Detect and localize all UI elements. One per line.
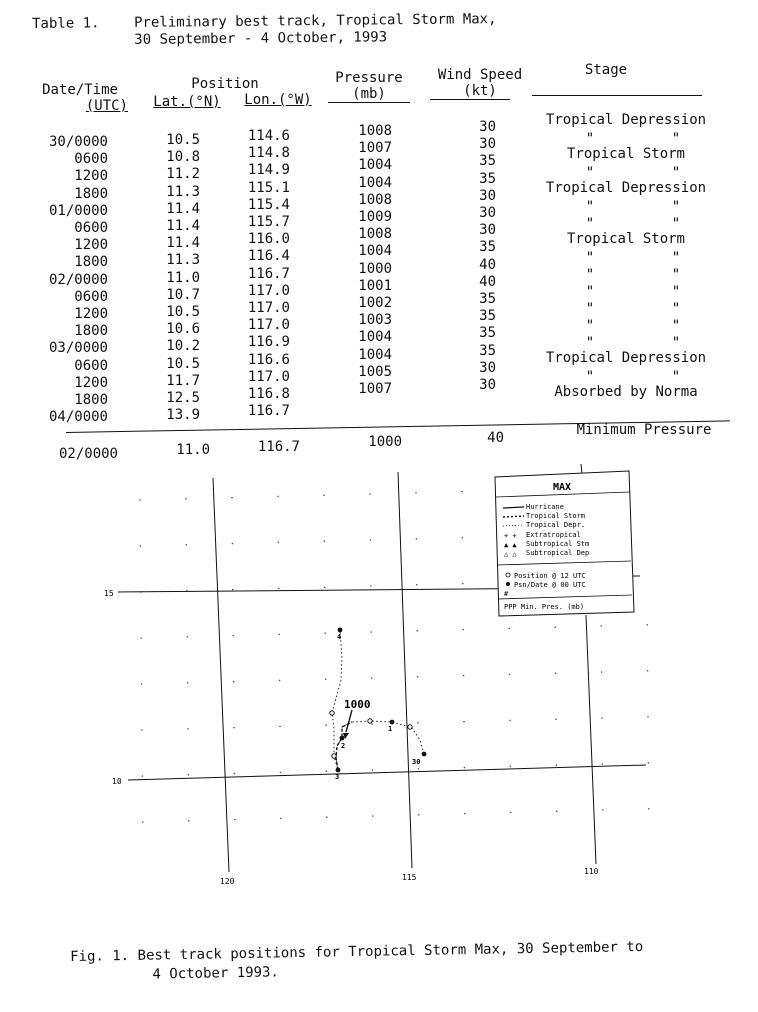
cell-lon: 117.0	[247, 368, 290, 385]
cell-lon: 114.9	[247, 162, 290, 179]
stage-ditto-right: "	[671, 165, 681, 181]
cell-lon: 117.0	[247, 317, 290, 334]
legend-hash: #	[504, 590, 509, 598]
caption-line-1: Fig. 1. Best track positions for Tropical Storm Max, 30 September to	[70, 938, 644, 965]
grid-dot	[372, 769, 374, 771]
cell-dt: 02/0000	[48, 271, 108, 288]
cell-dt: 0600	[74, 288, 108, 305]
grid-dot	[461, 491, 463, 493]
cell-dt: 01/0000	[48, 202, 108, 219]
grid-dot	[326, 770, 328, 772]
grid-dot	[508, 628, 510, 630]
lon-label-115: 115	[402, 873, 417, 882]
cell-lon: 116.6	[247, 351, 290, 368]
cell-wind: 35	[479, 291, 496, 307]
grid-dot	[325, 678, 327, 680]
cell-pres: 1008	[358, 123, 392, 139]
cell-dt: 03/0000	[48, 340, 108, 357]
cell-lat: 11.3	[166, 252, 200, 269]
legend-00utc-marker	[506, 582, 510, 586]
grid-dot	[234, 773, 236, 775]
stage-ditto-left: "	[585, 199, 595, 215]
grid-dot	[416, 584, 418, 586]
position-30-12utc	[408, 725, 412, 729]
cell-dt: 1200	[74, 168, 108, 185]
grid-dot	[601, 717, 603, 719]
cell-pres: 1004	[358, 157, 392, 174]
stage-ditto-left: "	[585, 131, 595, 147]
grid-dot	[233, 681, 235, 683]
stage-ditto-right: "	[671, 250, 681, 266]
date-label-3: 3	[335, 773, 340, 781]
position-04-00utc	[338, 628, 343, 633]
grid-dot	[233, 727, 235, 729]
grid-dot	[185, 498, 187, 500]
header-wind-text: Wind Speed	[437, 67, 523, 83]
minimum-lon: 116.7	[257, 439, 300, 455]
grid-dot	[418, 814, 420, 816]
cell-pres: 1004	[358, 346, 392, 363]
legend-note-minpres: PPP Min. Pres. (mb)	[504, 603, 585, 611]
cell-wind: 35	[479, 239, 496, 256]
position-30-00utc	[422, 752, 427, 757]
cell-lon: 115.4	[247, 196, 290, 213]
grid-dot	[601, 671, 603, 673]
grid-dot	[418, 768, 420, 770]
grid-dot	[462, 629, 464, 631]
min-pressure-arrow	[346, 710, 352, 732]
cell-lon: 117.0	[247, 282, 290, 299]
minimum-lat: 11.0	[176, 442, 210, 458]
cell-lon: 115.7	[247, 214, 290, 230]
grid-dot	[277, 496, 279, 498]
grid-dot	[140, 545, 142, 547]
cell-wind: 30	[479, 377, 496, 393]
stage-ditto-left: "	[585, 165, 595, 181]
stage-ditto-right: "	[671, 318, 681, 334]
cell-pres: 1009	[358, 209, 392, 225]
stage-ditto-right: "	[671, 335, 681, 351]
grid-dot	[554, 626, 556, 628]
minimum-datetime: 02/0000	[58, 446, 118, 462]
lat-label-15: 15	[104, 589, 114, 598]
cell-lat: 11.4	[166, 235, 200, 252]
cell-dt: 04/0000	[48, 409, 108, 426]
grid-dot	[371, 677, 373, 679]
stage-ditto-left: "	[585, 216, 595, 232]
legend-item-storm: Tropical Storm	[526, 512, 586, 520]
legend-mark-extratropical: + +	[504, 532, 517, 540]
grid-dot	[280, 772, 282, 774]
date-label-4: 4	[337, 633, 342, 641]
cell-lat: 10.6	[166, 321, 200, 338]
grid-dot	[232, 589, 234, 591]
lon-line-115	[398, 472, 412, 868]
stage-ditto-left: "	[585, 318, 595, 334]
cell-lon: 117.0	[247, 300, 290, 316]
grid-dot	[556, 810, 558, 812]
grid-dot	[416, 630, 418, 632]
position-01-12utc	[368, 719, 372, 723]
legend-item-depression: Tropical Depr.	[526, 521, 586, 529]
minimum-stage: Minimum Pressure	[576, 422, 712, 438]
grid-dot	[279, 680, 281, 682]
grid-dot	[464, 813, 466, 815]
header-datetime-text: Date/Time	[42, 82, 118, 98]
grid-dot	[278, 634, 280, 636]
cell-pres: 1001	[358, 277, 392, 294]
lon-label-110: 110	[584, 867, 599, 876]
grid-dot	[464, 767, 466, 769]
legend-item-hurricane: Hurricane	[526, 503, 564, 511]
grid-dot	[509, 674, 511, 676]
cell-lat: 10.7	[166, 286, 200, 303]
grid-dot	[326, 816, 328, 818]
legend-item-subtropical-storm: Subtropical Stm	[526, 540, 590, 548]
cell-wind: 35	[479, 325, 496, 342]
cell-dt: 0600	[74, 220, 108, 236]
caption-line-2: 4 October 1993.	[152, 964, 280, 983]
cell-lat: 13.9	[166, 407, 200, 424]
lon-line-120	[213, 478, 229, 872]
cell-lon: 116.7	[247, 265, 290, 282]
cell-lon: 116.0	[247, 231, 290, 248]
cell-pres: 1008	[358, 226, 392, 243]
position-03-12utc	[330, 711, 334, 715]
grid-dot	[278, 588, 280, 590]
grid-dot	[325, 724, 327, 726]
grid-dot	[324, 540, 326, 542]
table-label: Table 1.	[32, 15, 100, 32]
position-02-12utc	[332, 754, 336, 758]
cell-dt: 1800	[74, 185, 108, 202]
date-label-2: 2	[341, 742, 346, 750]
cell-dt: 0600	[74, 151, 108, 168]
cell-wind: 40	[479, 273, 496, 290]
grid-dot	[188, 820, 190, 822]
stage-ditto-right: "	[671, 284, 681, 300]
lat-line-10	[128, 765, 646, 780]
stage-ditto-right: "	[671, 199, 681, 215]
grid-dot	[600, 625, 602, 627]
grid-dot	[417, 676, 419, 678]
cell-dt: 1800	[74, 323, 108, 340]
grid-dot	[556, 764, 558, 766]
stage-label: Tropical Storm	[566, 146, 685, 162]
stage-ditto-left: "	[585, 335, 595, 351]
grid-dot	[324, 586, 326, 588]
grid-dot	[188, 774, 190, 776]
cell-lat: 11.7	[166, 372, 200, 389]
grid-dot	[278, 542, 280, 544]
legend-item-extratropical: Extratropical	[526, 531, 581, 539]
grid-dot	[555, 718, 557, 720]
grid-dot	[140, 637, 142, 639]
grid-dot	[555, 672, 557, 674]
grid-dot	[602, 763, 604, 765]
stage-ditto-right: "	[671, 131, 681, 147]
grid-dot	[647, 670, 649, 672]
stage-ditto-right: "	[671, 369, 681, 385]
stage-ditto-left: "	[585, 267, 595, 283]
minimum-wind: 40	[487, 430, 504, 446]
header-kt-text: (kt)	[463, 83, 497, 99]
stage-ditto-left: "	[585, 250, 595, 266]
stage-ditto-right: "	[671, 301, 681, 317]
grid-dot	[139, 499, 141, 501]
min-pressure-label: 1000	[344, 698, 371, 711]
stage-label: Absorbed by Norma	[554, 384, 698, 400]
cell-lon: 114.6	[247, 128, 290, 144]
stage-ditto-right: "	[671, 267, 681, 283]
grid-dot	[370, 631, 372, 633]
grid-dot	[141, 729, 143, 731]
cell-lat: 11.0	[166, 269, 200, 286]
grid-dot	[280, 818, 282, 820]
grid-dot	[187, 728, 189, 730]
grid-dot	[371, 723, 373, 725]
header-pressure-text: Pressure	[335, 70, 403, 86]
cell-pres: 1004	[358, 174, 392, 191]
legend-item-subtropical-dep: Subtropical Dep	[526, 549, 590, 557]
grid-dot	[187, 682, 189, 684]
stage-ditto-left: "	[585, 284, 595, 300]
cell-lon: 116.8	[247, 386, 290, 402]
cell-dt: 1800	[74, 392, 108, 408]
grid-dot	[279, 726, 281, 728]
grid-dot	[462, 537, 464, 539]
cell-wind: 30	[479, 222, 496, 239]
date-label-1: 1	[388, 725, 393, 733]
grid-dot	[232, 543, 234, 545]
stage-ditto-right: "	[671, 216, 681, 232]
cell-wind: 35	[479, 308, 496, 325]
cell-lat: 11.4	[166, 200, 200, 217]
cell-lat: 11.4	[166, 218, 200, 234]
stage-label: Tropical Depression	[545, 180, 707, 196]
grid-dot	[646, 624, 648, 626]
legend-note-00utc: Psn/Date @ 00 UTC	[514, 581, 586, 589]
map-legend	[495, 471, 634, 616]
cell-wind: 30	[479, 187, 496, 204]
grid-dot	[369, 493, 371, 495]
lon-line-110	[586, 615, 596, 864]
cell-pres: 1004	[358, 329, 392, 346]
title-line-2: 30 September - 4 October, 1993	[134, 29, 388, 48]
cell-lon: 116.7	[247, 403, 290, 420]
header-stage: Stage	[584, 62, 628, 78]
grid-dot	[232, 635, 234, 637]
grid-dot	[462, 583, 464, 585]
grid-dot	[141, 683, 143, 685]
cell-pres: 1003	[358, 312, 392, 329]
grid-dot	[231, 497, 233, 499]
header-position: Position	[191, 76, 259, 92]
legend-title: MAX	[553, 482, 572, 493]
cell-dt: 30/0000	[48, 134, 108, 150]
cell-pres: 1002	[358, 295, 392, 311]
cell-wind: 40	[479, 256, 496, 273]
grid-dot	[186, 544, 188, 546]
grid-dot	[647, 716, 649, 718]
grid-dot	[415, 492, 417, 494]
cell-lon: 116.9	[247, 334, 290, 351]
legend-note-12utc: Position @ 12 UTC	[514, 572, 586, 580]
legend-12utc-marker	[506, 573, 510, 577]
grid-dot	[463, 675, 465, 677]
date-label-30: 30	[412, 758, 421, 766]
grid-dot	[602, 809, 604, 811]
cell-dt: 1200	[74, 306, 108, 322]
header-mb-text: (mb)	[352, 86, 386, 102]
cell-dt: 0600	[74, 357, 108, 374]
stage-label: Tropical Storm	[566, 231, 685, 247]
grid-dot	[186, 636, 188, 638]
header-lat: Lat.(°N)	[153, 94, 221, 110]
cell-wind: 30	[479, 136, 496, 153]
grid-dot	[648, 808, 650, 810]
cell-lon: 116.4	[247, 248, 290, 265]
legend-mark-subtropical-storm: ▲ ▲	[504, 541, 517, 549]
stage-ditto-left: "	[585, 369, 595, 385]
grid-dot	[416, 538, 418, 540]
cell-lon: 115.1	[247, 179, 290, 196]
lat-label-10: 10	[112, 777, 122, 786]
grid-dot	[372, 815, 374, 817]
header-utc-text: (UTC)	[85, 98, 128, 114]
cell-dt: 1200	[74, 374, 108, 391]
cell-pres: 1007	[358, 381, 392, 397]
grid-dot	[510, 766, 512, 768]
cell-wind: 30	[479, 119, 496, 135]
lon-line-110-top	[581, 464, 582, 474]
grid-dot	[370, 585, 372, 587]
grid-dot	[463, 721, 465, 723]
cell-lat: 11.2	[166, 166, 200, 183]
legend-mark-subtropical-dep: △ △	[504, 550, 517, 558]
grid-dot	[509, 720, 511, 722]
cell-dt: 1800	[74, 254, 108, 271]
grid-dot	[323, 494, 325, 496]
cell-lat: 10.5	[166, 304, 200, 320]
lon-label-120: 120	[220, 877, 235, 886]
cell-lon: 114.8	[247, 145, 290, 162]
grid-dot	[142, 821, 144, 823]
cell-lat: 10.5	[166, 132, 200, 148]
cell-wind: 35	[479, 170, 496, 187]
cell-lat: 11.3	[166, 183, 200, 200]
grid-dot	[234, 819, 236, 821]
stage-ditto-left: "	[585, 301, 595, 317]
grid-dot	[324, 632, 326, 634]
cell-pres: 1004	[358, 243, 392, 260]
cell-pres: 1005	[358, 363, 392, 380]
position-01-00utc	[390, 720, 395, 725]
position-03-00utc	[336, 768, 341, 773]
cell-lat: 10.8	[166, 149, 200, 166]
minimum-pressure: 1000	[368, 434, 402, 450]
cell-wind: 35	[479, 153, 496, 170]
cell-wind: 30	[479, 205, 496, 221]
cell-pres: 1007	[358, 140, 392, 157]
cell-lat: 12.5	[166, 390, 200, 406]
header-lon: Lon.(°W)	[244, 92, 312, 108]
cell-pres: 1008	[358, 191, 392, 208]
title-line-1: Preliminary best track, Tropical Storm Max,	[133, 11, 497, 31]
cell-lat: 10.2	[166, 338, 200, 355]
cell-wind: 30	[479, 359, 496, 376]
cell-wind: 35	[479, 342, 496, 359]
stage-label: Tropical Depression	[545, 112, 707, 128]
position-02-00utc	[340, 736, 345, 741]
grid-dot	[417, 722, 419, 724]
cell-dt: 1200	[74, 237, 108, 254]
grid-dot	[510, 812, 512, 814]
grid-dot	[648, 762, 650, 764]
grid-dot	[142, 775, 144, 777]
cell-lat: 10.5	[166, 355, 200, 372]
cell-pres: 1000	[358, 260, 392, 277]
stage-label: Tropical Depression	[545, 350, 707, 366]
grid-dot	[370, 539, 372, 541]
